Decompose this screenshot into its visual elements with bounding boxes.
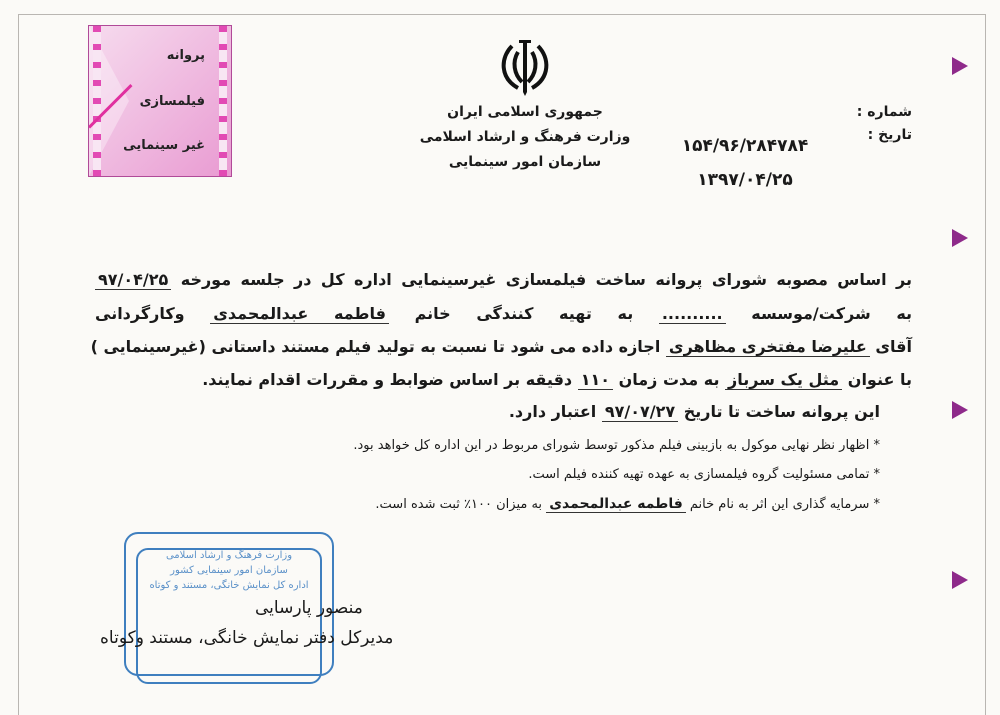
body-line-4: با عنوان مثل یک سرباز به مدت زمان ۱۱۰ دقیقه بر اساس ضوابط و مقررات اقدام نمایند.	[202, 370, 912, 389]
stamp-line: اداره کل نمایش خانگی، مستند و کوتاه	[149, 580, 309, 591]
letter-number: ۱۵۴/۹۶/۲۸۴۷۸۴	[681, 136, 809, 156]
expiry-date: ۹۷/۰۷/۲۷	[602, 402, 678, 422]
header-line: جمهوری اسلامی ایران	[447, 104, 603, 120]
header-line: وزارت فرهنگ و ارشاد اسلامی	[419, 129, 631, 145]
note-item: * اظهار نظر نهایی موکول به بازبینی فیلم مذکور توسط شورای مربوط در این اداره کل خواهد بود.	[353, 438, 880, 453]
margin-triangle-icon	[952, 229, 968, 247]
investor-name: فاطمه عبدالمحمدی	[546, 496, 686, 513]
permit-logo	[88, 25, 232, 177]
producer-name: فاطمه عبدالمحمدی	[210, 304, 389, 324]
body-line-2: به شرکت/موسسه .......... به تهیه کنندگی خانم فاطمه عبدالمحمدی وکارگردانی	[95, 304, 913, 323]
film-title: مثل یک سرباز	[725, 370, 842, 390]
margin-triangle-icon	[952, 571, 968, 589]
margin-triangle-icon	[952, 401, 968, 419]
margin-triangle-icon	[952, 57, 968, 75]
signatory-name: منصور پارسایی	[255, 598, 363, 618]
date-label: تاریخ :	[867, 127, 912, 143]
director-name: علیرضا مفتخری مظاهری	[666, 337, 870, 357]
note-item: * تمامی مسئولیت گروه فیلمسازی به عهده تهیه کننده فیلم است.	[528, 467, 880, 482]
iran-emblem-icon	[498, 38, 552, 96]
body-line-1: بر اساس مصوبه شورای پروانه ساخت فیلمسازی غیرسینمایی اداره کل در جلسه مورخه ۹۷/۰۴/۲۵	[95, 270, 912, 289]
letter-date: ۱۳۹۷/۰۴/۲۵	[697, 170, 793, 190]
stamp-line: سازمان امور سینمایی کشور	[170, 565, 288, 576]
stamp-line: وزارت فرهنگ و ارشاد اسلامی	[165, 550, 293, 561]
note-item: * سرمایه گذاری این اثر به نام خانم فاطمه عبدالمحمدی به میزان ۱۰۰٪ ثبت شده است.	[375, 496, 880, 512]
logo-line: غیر سینمایی	[123, 138, 205, 153]
header-line: سازمان امور سینمایی	[448, 154, 602, 170]
body-line-3: آقای علیرضا مفتخری مظاهری اجازه داده می شود تا نسبت به تولید فیلم مستند داستانی (غیرسینمایی )	[90, 337, 912, 356]
logo-line: فیلمسازی	[139, 94, 205, 109]
number-label: شماره :	[856, 104, 912, 120]
signatory-title: مدیرکل دفتر نمایش خانگی، مستند وکوتاه	[100, 628, 394, 648]
body-line-5: این پروانه ساخت تا تاریخ ۹۷/۰۷/۲۷ اعتبار دارد.	[508, 402, 880, 421]
session-date: ۹۷/۰۴/۲۵	[95, 270, 171, 290]
logo-line: پروانه	[166, 48, 205, 63]
film-duration: ۱۱۰	[578, 370, 613, 390]
